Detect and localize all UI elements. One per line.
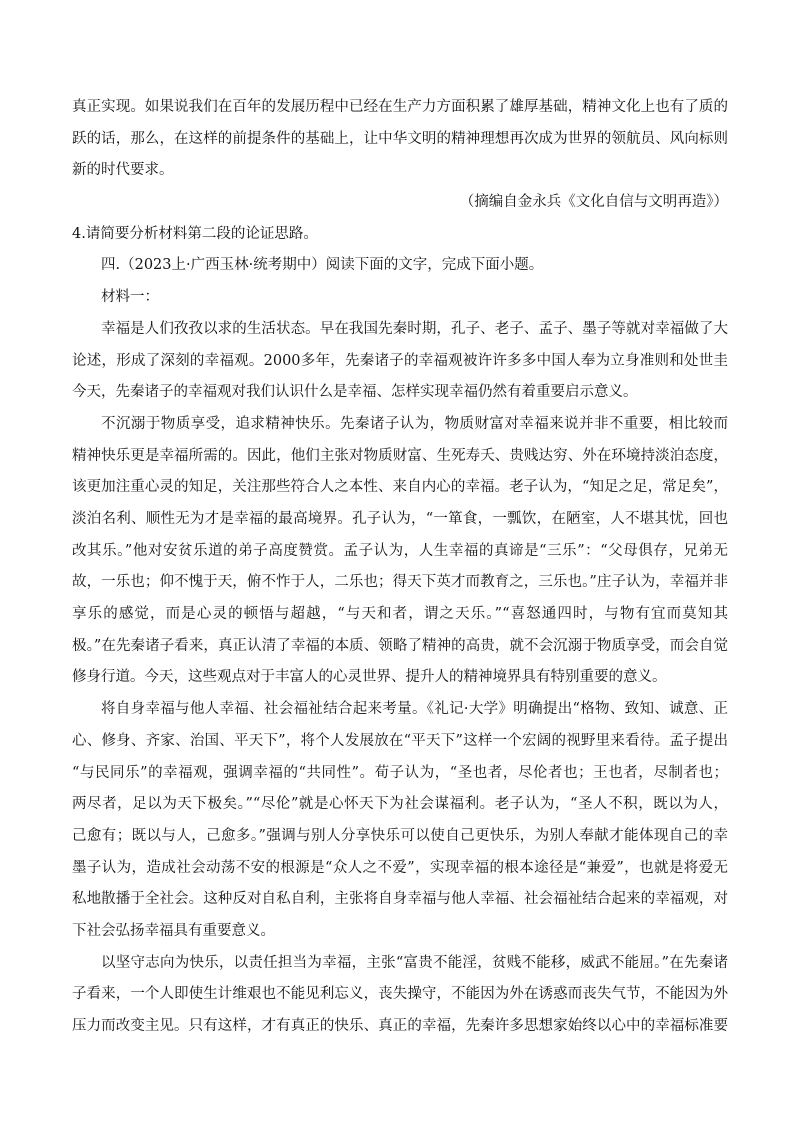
text-line: 极。”在先秦诸子看来，真正认清了幸福的本质、领略了精神的高贵，就不会沉溺于物质享受，而会自觉: [72, 637, 728, 654]
text-line: 论述，形成了深刻的幸福观。2000多年，先秦诸子的幸福观被许许多多中国人奉为立身准则和处世圭: [72, 352, 728, 369]
text-line: 今天，先秦诸子的幸福观对我们认识什么是幸福、怎样实现幸福仍然有着重要启示意义。: [72, 384, 638, 401]
text-line: 将自身幸福与他人幸福、社会福祉结合起来考量。《礼记·大学》明确提出“格物、致知、诚意、正: [101, 701, 728, 718]
text-line: 享乐的感觉，而是心灵的顿悟与超越，“与天和者，谓之天乐。”“喜怒通四时，与物有宜而莫知其: [72, 606, 728, 623]
text-line: 新的时代要求。: [72, 162, 174, 179]
text-line: “与民同乐”的幸福观，强调幸福的“共同性”。荀子认为，“圣也者，尽伦者也；王也者，尽制者也；: [72, 764, 728, 781]
passage-tail: [72, 92, 728, 187]
text-line: 真正实现。如果说我们在百年的发展历程中已经在生产力方面积累了雄厚基础，精神文化上也有了质的: [72, 99, 728, 115]
text-line: 修身行道。今天，这些观点对于丰富人的心灵世界、提升人的精神境界具有特别重要的意义。: [72, 669, 667, 686]
text-line: 改其乐。”他对安贫乐道的弟子高度赞赏。孟子认为，人生幸福的真谛是“三乐”：“父母俱存，兄弟无: [72, 542, 728, 559]
text-line: 幸福是人们孜孜以求的生活状态。早在我国先秦时期，孔子、老子、孟子、墨子等就对幸福做了大: [101, 320, 728, 337]
text-line: 压力而改变主见。只有这样，才有真正的快乐、真正的幸福，先秦许多思想家始终以心中的幸福标准要: [72, 1018, 728, 1035]
question-4: 4.请简要分析材料第二段的论证思路。: [72, 225, 318, 242]
text-line: 以坚守志向为快乐，以责任担当为幸福，主张“富贵不能淫，贫贱不能移，威武不能屈。”在先秦诸: [101, 954, 728, 971]
text-line: 下社会弘扬幸福具有重要意义。: [72, 922, 275, 939]
text-line: 子看来，一个人即使生计维艰也不能见利忘义，丧失操守，不能因为外在诱惑而丧失气节，不能因为外: [72, 986, 728, 1003]
text-line: 心、修身、齐家、治国、平天下”，将个人发展放在“平天下”这样一个宏阔的视野里来看待。孟子提出: [72, 732, 728, 749]
text-line: 故，一乐也；仰不愧于天，俯不怍于人，二乐也；得天下英才而教育之，三乐也。”庄子认为，幸福并非: [72, 574, 728, 591]
text-line: 精神快乐更是幸福所需的。因此，他们主张对物质财富、生死寿夭、贵贱达穷、外在环境持淡泊态度，: [72, 447, 728, 464]
paragraph-4: [72, 948, 728, 1043]
text-line: 己愈有；既以与人，己愈多。”强调与别人分享快乐可以使自己更快乐，为别人奉献才能体现自己的幸: [72, 827, 728, 844]
text-line: 该更加注重心灵的知足，关注那些符合人之本性、来自内心的幸福。老子认为，“知足之足，常足矣”，: [72, 479, 728, 496]
paragraph-3: [72, 694, 728, 948]
paragraph-1: [72, 314, 728, 409]
text-line: 淡泊名利、顺性无为才是幸福的最高境界。孔子认为，“一箪食，一瓢饮，在陋室，人不堪其忧，回也: [72, 511, 728, 528]
material-one-label: 材料一：: [101, 289, 159, 306]
section-four-header: 四.（2023上·广西玉林·统考期中）阅读下面的文字，完成下面小题。: [101, 257, 544, 274]
text-line: 私地散播于全社会。这种反对自私自利，主张将自身幸福与他人幸福、社会福祉结合起来的幸福观，对: [72, 891, 728, 908]
source-note: （摘编自金永兵《文化自信与文明再造》）: [459, 194, 728, 211]
text-line: 不沉溺于物质享受，追求精神快乐。先秦诸子认为，物质财富对幸福来说并非不重要，相比较而: [101, 415, 728, 432]
text-line: 墨子认为，造成社会动荡不安的根源是“众人之不爱”，实现幸福的根本途径是“兼爱”，也就是将爱无: [72, 859, 728, 876]
text-line: 跃的话，那么，在这样的前提条件的基础上，让中华文明的精神理想再次成为世界的领航员、风向标则: [72, 130, 728, 147]
text-line: 两尽者，足以为天下极矣。”“尽伦”就是心怀天下为社会谋福利。老子认为，“圣人不积，既以为人，: [72, 796, 728, 813]
paragraph-2: [72, 409, 728, 694]
document-content: [72, 92, 728, 1043]
